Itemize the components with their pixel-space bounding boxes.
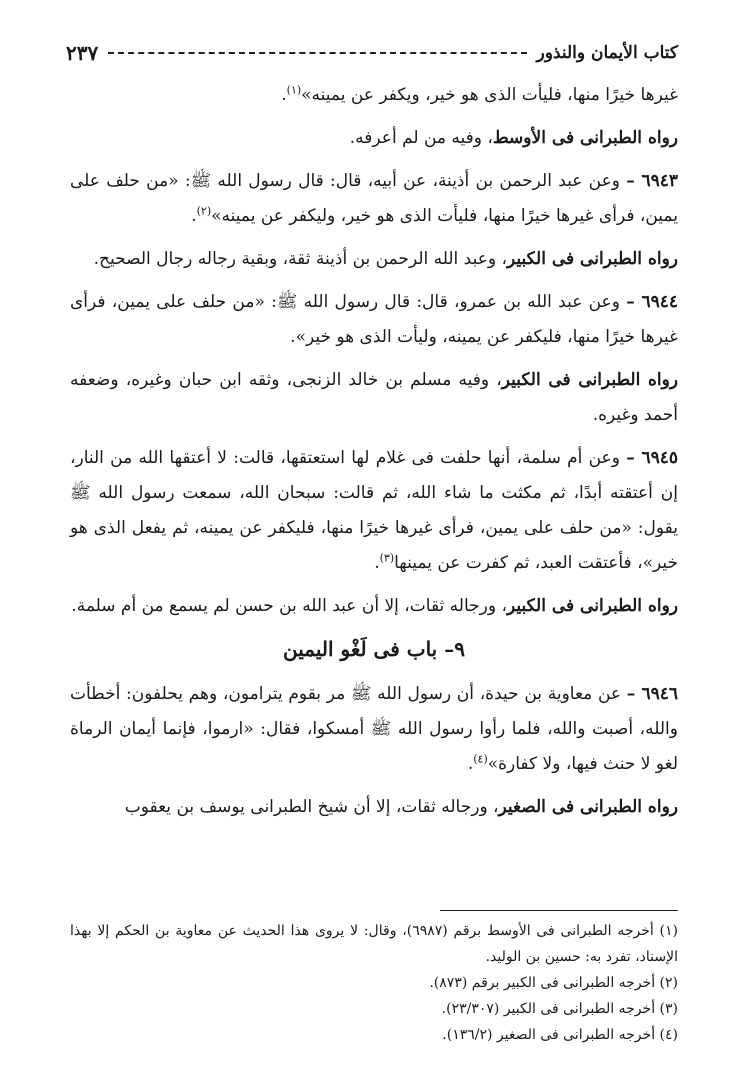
footnote-4: (٤) أخرجه الطبرانى فى الصغير (١٣٦/٢). [442, 1027, 678, 1043]
hadith-6943: ٦٩٤٣ – وعن عبد الرحمن بن أذينة، عن أبيه، قال: قال رسول الله ﷺ: «من حلف على يمين، فرأى غيرها خيرًا منها، فليأت الذى هو خير، وليكفر عن يمينه»$^{(٢)}$. [70, 171, 679, 226]
source-title: رواه الطبرانى فى الكبير [506, 596, 678, 616]
footnote-3: (٣) أخرجه الطبرانى فى الكبير (٢٣/٣٠٧). [441, 1001, 678, 1017]
source-note [70, 242, 678, 277]
page-body [70, 78, 678, 833]
hadith-text: وعن عبد الرحمن بن أذينة، عن أبيه، قال: قال رسول الله ﷺ: «من حلف على يمين، فرأى غيرها خيرًا منها، فليأت الذى هو خير، وليكفر عن يمينه» [70, 171, 678, 226]
hadith-text: وعن أم سلمة، أنها حلفت فى غلام لها استعتقها، قالت: لا أعتقها الله من النار، إن أعتقته أبدًا، ثم مكثت ما شاء الله، ثم قالت: سبحان الله، سمعت رسول الله ﷺ يقول: «من حلف على يمين، فرأى غيرها خيرًا منها، فليكفر عن يمينه، ثم يفعل الذى هو خير»، فأعتقت العبد، ثم كفرت عن يمينها [70, 448, 678, 573]
source-comment: ، ورجاله ثقات، إلا أن عبد الله بن حسن لم يسمع من أم سلمة. [71, 596, 507, 616]
source-title: رواه الطبرانى فى الكبير [506, 249, 678, 269]
hadith-text: وعن عبد الله بن عمرو، قال: قال رسول الله ﷺ: «من حلف على يمين، فرأى غيرها خيرًا منها، فليكفر عن يمينه، وليأت الذى هو خير». [70, 292, 678, 347]
source-title: رواه الطبرانى فى الصغير [498, 797, 678, 817]
footnote-ref: (٤) [473, 752, 488, 766]
source-comment: ، ورجاله ثقات، إلا أن شيخ الطبرانى يوسف بن يعقوب [124, 797, 499, 817]
source-note [70, 121, 678, 156]
hadith-number: ٦٩٤٦ – [626, 684, 678, 704]
hadith-number: ٦٩٤٥ – [626, 448, 679, 468]
hadith-text: غيرها خيرًا منها، فليأت الذى هو خير، ويكفر عن يمينه» [301, 85, 678, 105]
source-note [70, 790, 678, 825]
footnote-ref: (١) [286, 83, 302, 97]
source-comment: ، وفيه مسلم بن خالد الزنجى، وثقه ابن حبان وغيره، وضعفه أحمد وغيره. [70, 370, 678, 425]
source-title: رواه الطبرانى فى الأوسط [492, 128, 678, 148]
footnotes [70, 918, 678, 1048]
hadith-number: ٦٩٤٤ – [626, 292, 679, 312]
page-header [66, 36, 678, 70]
hadith-6946: ٦٩٤٦ – عن معاوية بن حيدة، أن رسول الله ﷺ مر بقوم يترامون، وهم يحلفون: أخطأت والله، أصبت والله، فلما رأوا رسول الله ﷺ أمسكوا، فقال: «ارموا، فإنما أيمان الرماة لغو لا حنث فيها، ولا كفارة»$^{(٤)}$. [70, 684, 678, 774]
footnote-2: (٢) أخرجه الطبرانى فى الكبير برقم (٨٧٣). [429, 975, 678, 991]
hadith-number: ٦٩٤٣ – [626, 171, 679, 191]
header-dashed-rule [108, 52, 526, 54]
hadith-6944 [70, 285, 678, 355]
footnote-ref: (٢) [196, 204, 212, 218]
chapter-heading: ٩– باب فى لَغْو اليمين [283, 637, 465, 661]
hadith-text: عن معاوية بن حيدة، أن رسول الله ﷺ مر بقوم يترامون، وهم يحلفون: أخطأت والله، أصبت والله، فلما رأوا رسول الله ﷺ أمسكوا، فقال: «ارموا، فإنما أيمان الرماة لغو لا حنث فيها، ولا كفارة» [70, 684, 678, 774]
footnote-1: (١) أخرجه الطبرانى فى الأوسط برقم (٦٩٨٧)، وقال: لا يروى هذا الحديث عن معاوية بن الحكم إلا بهذا الإسناد، تفرد به: حسين بن الوليد. [70, 923, 678, 965]
footnote-separator [440, 910, 678, 911]
hadith-6945: ٦٩٤٥ – وعن أم سلمة، أنها حلفت فى غلام لها استعتقها، قالت: لا أعتقها الله من النار، إن أعتقته أبدًا، ثم مكثت ما شاء الله، ثم قالت: سبحان الله، سمعت رسول الله ﷺ يقول: «من حلف على يمين، فرأى غيرها خيرًا منها، فليكفر عن يمينه، ثم يفعل الذى هو خير»، فأعتقت العبد، ثم كفرت عن يمينها$^{(٣)}$. [70, 448, 679, 573]
page-number: ٢٣٧ [66, 41, 99, 65]
source-note [70, 363, 678, 433]
source-note [70, 589, 678, 624]
paragraph-continuation: غيرها خيرًا منها، فليأت الذى هو خير، ويكفر عن يمينه»$^{(١)}$. [281, 83, 678, 105]
running-title: كتاب الأيمان والنذور [536, 43, 678, 63]
source-comment: ، وفيه من لم أعرفه. [349, 128, 493, 148]
footnote-ref: (٣) [379, 551, 395, 565]
source-comment: ، وعبد الله الرحمن بن أذينة ثقة، وبقية رجاله رجال الصحيح. [93, 249, 507, 269]
source-title: رواه الطبرانى فى الكبير [501, 370, 679, 390]
